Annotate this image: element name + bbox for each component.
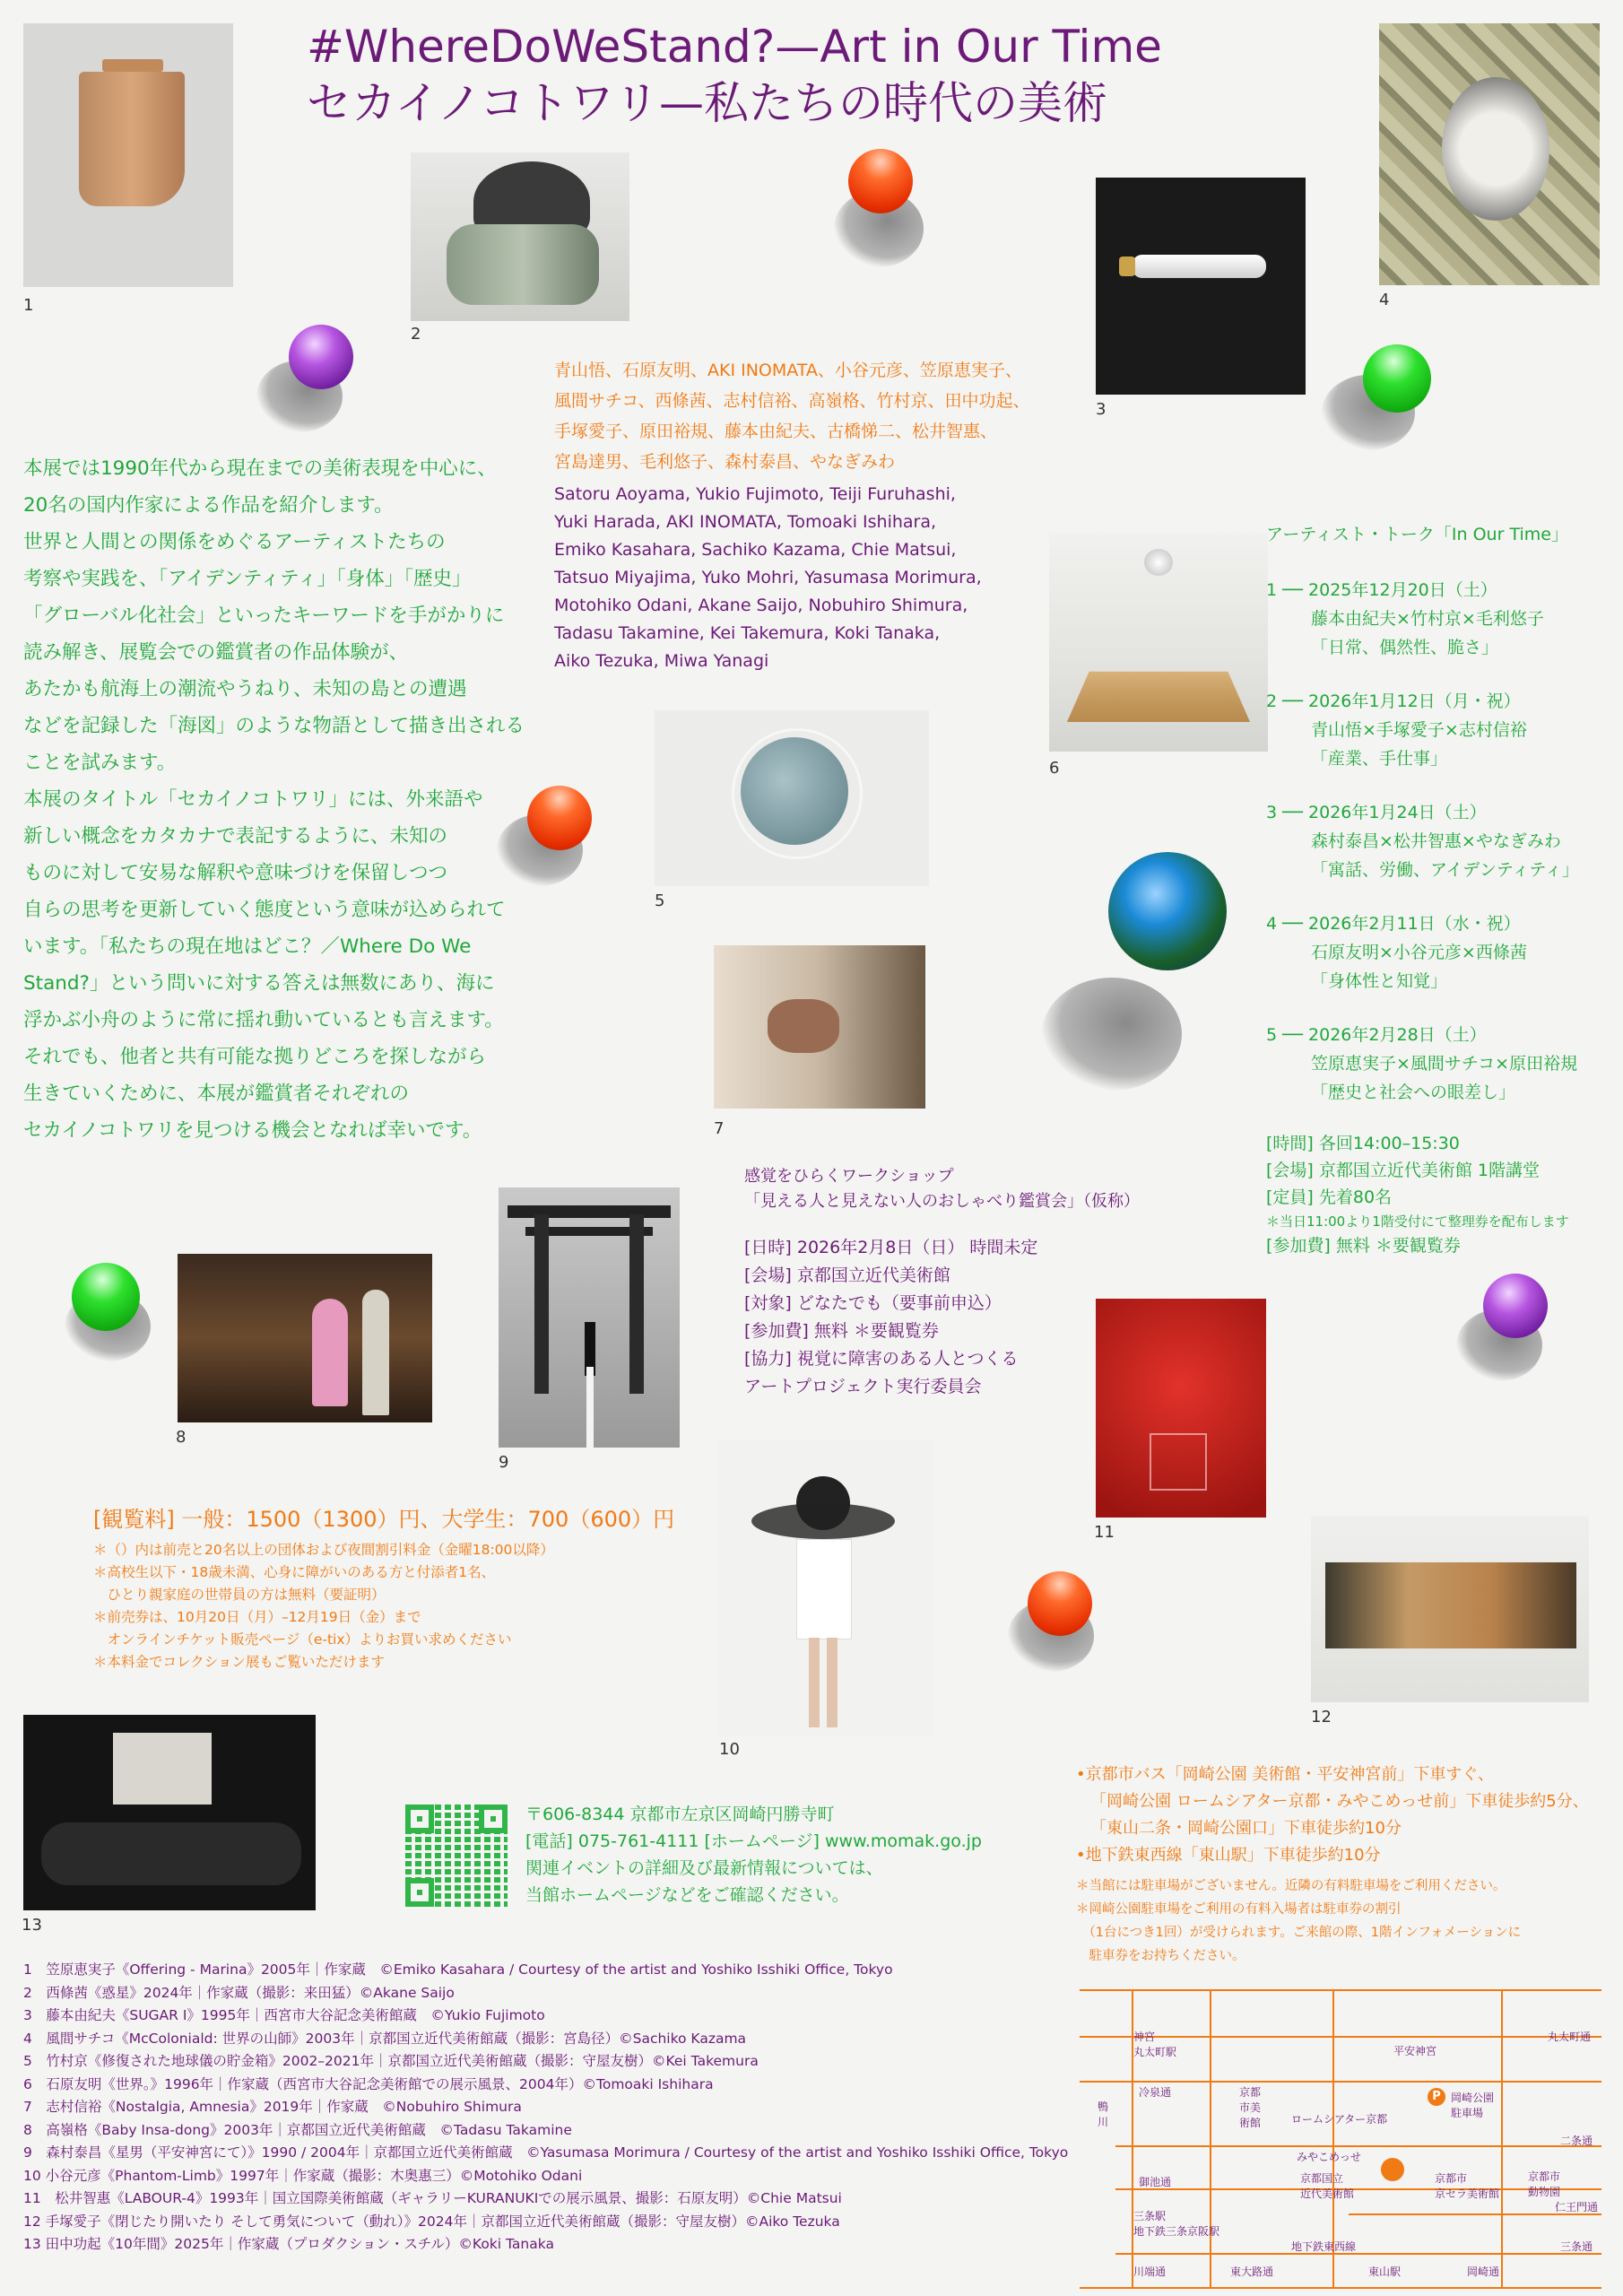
artwork-photo-10 bbox=[719, 1440, 934, 1736]
orange-ball-decoration bbox=[1028, 1571, 1092, 1636]
artwork-photo-6 bbox=[1049, 533, 1268, 752]
artwork-photo-5 bbox=[655, 710, 929, 886]
admission: [観覧料] 一般：1500（1300）円、大学生：700（600）円 ＊（）内は前売と20名以上の団体および夜間割引料金（金曜18:00以降） ＊高校生以下・18歳未満、心身に障がいのある方と付添者1名、 ひとり親家庭の世帯員の方は無料（要証明） ＊前売券は、10月20日（月）–12月19日（金）まで オンラインチケット販売ページ（e-tix）よりお買い求めください ＊本料金でコレクション展もご覧いただけます bbox=[93, 1503, 674, 1674]
workshop: 感覚をひらくワークショップ 「見える人と見えない人のおしゃべり鑑賞会」（仮称） [日時] 2026年2月8日（日） 時間未定 [会場] 京都国立近代美術館 [対象] どなたでも（要事前申込） [参加費] 無料 ＊要観覧券 [協力] 視覚に障害のある人とつくる アートプロジェクト実行委員会 bbox=[744, 1167, 1140, 1396]
artwork-credits: 1 笠原恵実子《Offering - Marina》2005年｜作家蔵 ©Emiko Kasahara / Courtesy of the artist and Yoshiko Isshiki Office, Tokyo 2 西條茜《惑星》2024年｜作家蔵（撮影：来田猛）©Akane Saijo 3 藤本由紀夫《SUGAR I》1995年｜西宮市大谷記念美術館蔵 ©Yukio Fujimoto 4 風間サチコ《McColoniald: 世界の山師》2003年｜京都国立近代美術館蔵（撮影：宮島径）©Sachiko Kazama 5 竹村京《修復された地球儀の貯金箱》2002–2021年｜京都国立近代美術館蔵（撮影：守屋友樹）©Kei Takemura 6 石原友明《世界。》1996年｜作家蔵（西宮市大谷記念美術館での展示風景、2004年）©Tomoaki Ishihara 7 志村信裕《Nostalgia, Amnesia》2019年｜作家蔵 ©Nobuhiro Shimura 8 高嶺格《Baby Insa-dong》2003年｜京都国立近代美術館蔵 ©Tadasu Takamine 9 森村泰昌《星男（平安神宮にて）》1990 / 2004年｜京都国立近代美術館蔵 ©Yasumasa Morimura / Courtesy of the artist and Yoshiko Isshiki Office, Tokyo 10 小谷元彦《Phantom-Limb》1997年｜作家蔵（撮影：木奥惠三）©Motohiko Odani 11 松井智惠《LABOUR-4》1993年｜国立国際美術館蔵（ギャラリーKURANUKIでの展示風景、撮影：石原友明）©Chie Matsui 12 手塚愛子《閉じたり開いたり そして勇気について（動れ）》2024年｜京都国立近代美術館蔵（撮影：守屋友樹）©Aiko Tezuka 13 田中功起《10年間》2025年｜作家蔵（プロダクション・スチル）©Koki Tanaka bbox=[23, 1961, 1069, 2252]
photo-number-10: 10 bbox=[719, 1740, 740, 1759]
museum-location-marker bbox=[1381, 2158, 1404, 2181]
artists-japanese: 青山悟、石原友明、AKI INOMATA、小谷元彦、笠原恵実子、 風間サチコ、西條茜、志村信裕、高嶺格、竹村京、田中功起、 手塚愛子、原田裕規、藤本由紀夫、古橋悌二、松井智惠、 宮島達男、毛利悠子、森村泰昌、やなぎみわ bbox=[554, 361, 1030, 472]
access-info: •京都市バス「岡崎公園 美術館・平安神宮前」下車すぐ、 「岡崎公園 ロームシアター京都・みやこめっせ前」下車徒歩約5分、 「東山二条・岡崎公園口」下車徒歩約10分 •地下鉄東西線「東山駅」下車徒歩約10分 ＊当館には駐車場がございません。近隣の有料駐車場をご利用ください。 ＊岡崎公園駐車場をご利用の有料入場者は駐車券の割引 （1台につき1回）が受けられます。ご来館の際、1階インフォメーションに 駐車券をお持ちください。 bbox=[1076, 1765, 1589, 1963]
photo-number-6: 6 bbox=[1049, 759, 1060, 778]
admission-price: [観覧料] 一般：1500（1300）円、大学生：700（600）円 bbox=[93, 1507, 675, 1532]
artwork-photo-2 bbox=[411, 152, 629, 321]
qr-code[interactable] bbox=[405, 1805, 508, 1907]
museum-contact: [電話] 075-761-4111 [ホームページ] www.momak.go.jp bbox=[525, 1831, 982, 1851]
artists-english: Satoru Aoyama, Yukio Fujimoto, Teiji Furuhashi, Yuki Harada, AKI INOMATA, Tomoaki Ishihara, Emiko Kasahara, Sachiko Kazama, Chie Matsui, Tatsuo Miyajima, Yuko Mohri, Yasumasa Morimura, Motohiko Odani, Akane Saijo, Nobuhiro Shimura, Tadasu Takamine, Kei Takemura, Koki Tanaka, Aiko Tezuka, Miwa Yanagi bbox=[554, 484, 982, 671]
purple-glitter-ball-decoration bbox=[289, 325, 353, 389]
talk-session: 1 ── 2025年12月20日（土） 藤本由紀夫×竹村京×毛利悠子 「日常、偶然性、脆さ」 bbox=[1266, 580, 1544, 657]
talk-session: 4 ── 2026年2月11日（水・祝） 石原友明×小谷元彦×西條茜 「身体性と知覚」 bbox=[1266, 914, 1527, 991]
photo-number-12: 12 bbox=[1311, 1708, 1332, 1726]
title-jp: セカイノコトワリ—私たちの時代の美術 bbox=[307, 77, 1107, 129]
artwork-photo-13 bbox=[23, 1715, 316, 1910]
intro-text: 本展では1990年代から現在までの美術表現を中心に、 20名の国内作家による作品を紹介します。 世界と人間との関係をめぐるアーティストたちの 考察や実践を、「アイデンティティ」「身体」「歴史」 「グローバル化社会」といったキーワードを手がかりに 読み解き、展覧会での鑑賞者の作品体験が、 あたかも航海上の潮流やうねり、未知の島との遭遇 などを記録した「海図」のような物語として描き出される ことを試みます。 本展のタイトル「セカイノコトワリ」には、外来語や 新しい概念をカタカナで表記するように、未知の ものに対して安易な解釈や意味づけを保留しつつ 自らの思考を更新していく態度という意味が込められて います。「私たちの現在地はどこ？／Where Do We Stand?」という問いに対する答えは無数にあり、海に 浮かぶ小舟のように常に揺れ動いているとも言えます。 それでも、他者と共有可能な拠りどころを探しながら 生きていくために、本展が鑑賞者それぞれの セカイノコトワリを見つける機会となれば幸いです。 bbox=[23, 457, 525, 1142]
artist-talk-heading: アーティスト・トーク「In Our Time」 bbox=[1266, 525, 1568, 544]
museum-info: 〒606-8344 京都市左京区岡崎円勝寺町 [電話] 075-761-4111 [ホームページ] www.momak.go.jp 関連イベントの詳細及び最新情報については、 当館ホームページなどをご確認ください。 bbox=[525, 1801, 982, 1909]
photo-number-11: 11 bbox=[1094, 1523, 1115, 1542]
artwork-photo-9 bbox=[499, 1187, 680, 1448]
artwork-photo-7 bbox=[714, 945, 925, 1109]
photo-number-13: 13 bbox=[22, 1916, 42, 1935]
orange-ball-decoration bbox=[848, 149, 913, 213]
talk-session: 2 ── 2026年1月12日（月・祝） 青山悟×手塚愛子×志村信裕 「産業、手仕事」 bbox=[1266, 691, 1527, 769]
artwork-photo-3 bbox=[1096, 178, 1306, 395]
purple-glitter-ball-decoration bbox=[1483, 1274, 1548, 1338]
photo-number-8: 8 bbox=[176, 1428, 187, 1447]
artwork-photo-4 bbox=[1379, 23, 1600, 285]
title-en: #WhereDoWeStand?—Art in Our Time bbox=[307, 21, 1162, 73]
artist-talk: アーティスト・トーク「In Our Time」 1 ── 2025年12月20日（土） 藤本由紀夫×竹村京×毛利悠子 「日常、偶然性、脆さ」 2 ── 2026年1月12日（月・祝） 青山悟×手塚愛子×志村信裕 「産業、手仕事」 3 ── 2026年1月24日（土） 森村泰昌×松井智惠×やなぎみわ 「寓話、労働、アイデンティティ」 4 ── 2026年2月11日（水・祝） 石原友明×小谷元彦×西條茜 「身体性と知覚」 5 ── 2026年2月28日（土） 笠原恵実子×風間サチコ×原田裕規 「歴史と社会への眼差し」 [時間] 各回14:00–15:30 [会場] 京都国立近代美術館 1階講堂 [定員] 先着80名 ＊当日11:00より1階受付にて整理券を配布します [参加費] 無料 ＊要観覧券 bbox=[1266, 520, 1579, 1259]
photo-number-4: 4 bbox=[1379, 291, 1390, 309]
green-ball-decoration bbox=[72, 1263, 140, 1331]
artwork-photo-1 bbox=[23, 23, 233, 287]
access-map: P 神宮 丸太町駅 丸太町通 平安神宮 鴨 川 冷泉通 京都 市美 術館 ロームシアター京都 みやこめっせ 岡崎公園 駐車場 京都国立 近代美術館 京都市 京セラ美術館 京都市 動物園 二条通 御池通 三条駅 地下鉄三条京阪駅 地下鉄東西線 仁王門通 三条通 川端通 東大路通 東山駅 岡崎通 bbox=[1080, 1989, 1601, 2289]
photo-number-1: 1 bbox=[23, 296, 34, 315]
talk-session: 3 ── 2026年1月24日（土） 森村泰昌×松井智惠×やなぎみわ 「寓話、労働、アイデンティティ」 bbox=[1266, 803, 1579, 880]
artwork-photo-8 bbox=[178, 1254, 432, 1422]
talk-session: 5 ── 2026年2月28日（土） 笠原恵実子×風間サチコ×原田裕規 「歴史と社会への眼差し」 bbox=[1266, 1025, 1578, 1102]
orange-ball-decoration bbox=[527, 786, 592, 850]
photo-number-7: 7 bbox=[714, 1119, 725, 1138]
artwork-photo-12 bbox=[1311, 1516, 1589, 1702]
museum-address: 〒606-8344 京都市左京区岡崎円勝寺町 bbox=[525, 1805, 835, 1824]
photo-number-9: 9 bbox=[499, 1453, 509, 1472]
parking-icon: P bbox=[1428, 2088, 1445, 2106]
photo-number-3: 3 bbox=[1096, 400, 1107, 419]
green-ball-decoration bbox=[1363, 344, 1431, 413]
earth-ball-decoration bbox=[1108, 852, 1227, 970]
photo-number-5: 5 bbox=[655, 891, 665, 910]
photo-number-2: 2 bbox=[411, 325, 421, 344]
